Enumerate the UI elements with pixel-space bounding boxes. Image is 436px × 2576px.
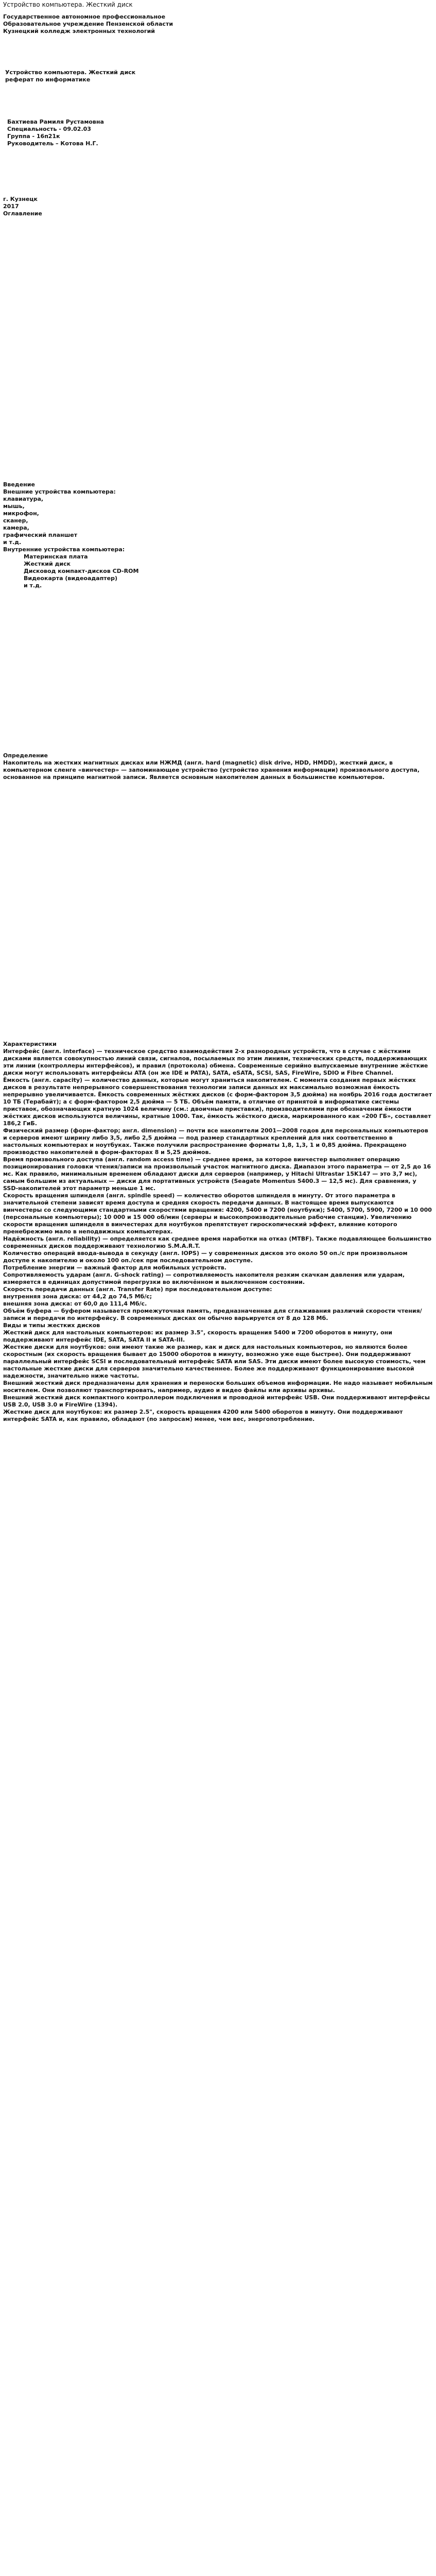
author-specialty: Специальность - 09.02.03: [7, 126, 91, 132]
definition-text: Накопитель на жестких магнитных дисках или НЖМД (англ. hard (magnetic) disk drive, HDD, HMDD), жесткий диск, в компьютерном сленге «винчестер» — запоминающее устройство (устройство хранения информации) произвольного доступа, основанное на принципе магнитной записи. Является основным накопителем данных в большинстве компьютеров.: [3, 759, 420, 781]
institution-line-2: Образовательное учреждение Пензенской области: [3, 21, 173, 27]
city: г. Кузнецк: [3, 196, 38, 202]
page-title: Устройство компьютера. Жесткий диск: [3, 1, 133, 8]
author-supervisor: Руководитель – Котова Н.Г.: [7, 140, 98, 147]
intro-section: [3, 481, 433, 589]
toc-label: Оглавление: [3, 210, 42, 217]
intro-heading: Введение: [3, 481, 35, 488]
report-subtitle: реферат по информатике: [5, 76, 91, 83]
author-group: Группа - 16п21к: [7, 133, 60, 140]
year: 2017: [3, 203, 19, 210]
characteristics-heading: Характеристики: [3, 1041, 57, 1047]
author-name: Бахтиева Рамиля Рустамовна: [7, 118, 104, 125]
intro-list: Внешние устройства компьютера: клавиатура, мышь, микрофон, сканер, камера, графический планшет и т.д. Внутренние устройства компьютера:: [3, 488, 125, 553]
characteristics-text: Интерфейс (англ. interface) — техническое средство взаимодействия 2-х разнородных устройств, что в случае с жёсткими дисками является совокупностью линий связи, сигналов, посылаемых по этим линиям, технических средств, поддерживающих эти линии (контроллеры интерфейсов), и правил (протокола) обмена. Современные серийно выпускаемые внутренние жёсткие диски могут использовать интерфейсы ATA (он же IDE и PATA), SATA, eSATA, SCSI, SAS, FireWire, SDIO и Fibre Channel. Ёмкость (англ. capacity) — количество данных, которые могут храниться накопителем. С момента создания первых жёстких дисков в результате непрерывного совершенствования технологии записи данных их максимально возможная ёмкость непрерывно увеличивается. Ёмкость современных жёстких дисков (с форм-фактором 3,5 дюйма) на ноябрь 2016 года достигает 10 ТБ (Терабайт); а с форм-фактором 2,5 дюйма — 5 ТБ. Объём памяти, в отличие от принятой в информатике системы приставок, обозначающих кратную 1024 величину (см.: двоичные приставки), производителями при обозначении ёмкости жёстких дисков используются величины, кратные 1000. Так, ёмкость жёсткого диска, маркированного как «200 ГБ», составляет 186,2 ГиБ. Физический размер (форм-фактор; англ. dimension) — почти все накопители 2001—2008 годов для персональных компьютеров и серверов имеют ширину либо 3,5, либо 2,5 дюйма — под размер стандартных креплений для них соответственно в настольных компьютерах и ноутбуках. Также получили распространение форматы 1,8, 1,3, 1 и 0,85 дюйма. Прекращено производство накопителей в форм-факторах 8 и 5,25 дюймов. Время произвольного доступа (англ. random access time) — среднее время, за которое винчестер выполняет операцию позиционирования головки чтения/записи на произвольный участок магнитного диска. Диапазон этого параметра — от 2,5 до 16 мс. Как правило, минимальным временем обладают диски для серверов (например, у Hitachi Ultrastar 15K147 — это 3,7 мс), самым большим из актуальных — диски для портативных устройств (Seagate Momentus 5400.3 — 12,5 мс). Для сравнения, у SSD-накопителей этот параметр меньше 1 мс. Скорость вращения шпинделя (англ. spindle speed) — количество оборотов шпинделя в минуту. От этого параметра в значительной степени зависят время доступа и средняя скорость передачи данных. В настоящее время выпускаются винчестеры со следующими стандартными скоростями вращения: 4200, 5400 и 7200 (ноутбуки); 5400, 5700, 5900, 7200 и 10 000 (персональные компьютеры); 10 000 и 15 000 об/мин (серверы и высокопроизводительные рабочие станции). Увеличению скорости вращения шпинделя в винчестерах для ноутбуков препятствует гироскопический эффект, влияние которого пренебрежимо мало в неподвижных компьютерах. Надёжность (англ. reliability) — определяется как среднее время наработки на отказ (MTBF). Также подавляющее большинство современных дисков поддерживают технологию S.M.A.R.T. Количество операций ввода-вывода в секунду (англ. IOPS) — у современных дисков это около 50 оп./с при произвольном доступе к накопителю и около 100 оп./сек при последовательном доступе. Потребление энергии — важный фактор для мобильных устройств. Сопротивляемость ударам (англ. G-shock rating) — сопротивляемость накопителя резким скачкам давления или ударам, измеряется в единицах допустимой перегрузки во включённом и выключенном состоянии. Скорость передачи данных (англ. Transfer Rate) при последовательном доступе: внутренняя зона диска: от 44,2 до 74,5 Мб/с; внешняя зона диска: от 60,0 до 111,4 Мб/с. Объём буфера — буфером называется промежуточная память, предназначенная для сглаживания различий скорости чтения/записи и передачи по интерфейсу. В современных дисках он обычно варьируется от 8 до 128 Мб. Виды и типы жестких дисков Жесткий диск для настольных компьютеров: их размер 3.5", скорость вращения 5400 и 7200 оборотов в минуту, они поддерживают интерфейс IDE, SATA, SATA II и SATA-III. Жесткие диски для ноутбуков: они имеют такие же размер, как и диск для настольных компьютеров, но являются более скоростным (их скорость вращения бывает до 15000 оборотов в минуту, возможно уже еще быстрее). Они поддерживают параллельный интерфейс SCSI и последовательный интерфейс SATA или SAS. Эти диски имеют более высокую стоимость, чем настольные жесткие диски для серверов значительно качественнее. Более же поддерживают функционирование высокой надежности, значительно ниже частоты. Внешний жесткий диск предназначены для хранения и переноски больших объемов информации. Не надо называет мобильным носителем. Они позволяют транспортировать, например, аудио и видео файлы или архивы архивы. Внешний жесткий диск компактного контроллером подключения и проводной интерфейс USB. Они поддерживают интерфейсы USB 2.0, USB 3.0 и FireWire (1394). Жесткие диск для ноутбуков: их размер 2.5", скорость вращения 4200 или 5400 оборотов в минуту. Они поддерживают интерфейс SATA и, как правило, обладают (по запросам) менее, чем вес, энергопотребление.: [3, 1048, 433, 1422]
definition-heading: Определение: [3, 752, 48, 759]
institution-line-1: Государственное автономное профессиональное: [3, 13, 166, 20]
report-title: Устройство компьютера. Жесткий диск: [5, 69, 136, 76]
intro-inner-list: Материнская плата Жесткий диск Дисковод компакт-дисков CD-ROM Видеокарта (видеоадаптер) и т.д.: [24, 553, 139, 589]
author-block: [7, 118, 436, 147]
institution-line-3: Кузнецкий колледж электронных технологий: [3, 28, 155, 35]
characteristics-section: [3, 1041, 433, 1423]
city-year-block: [3, 196, 433, 217]
report-title-block: [5, 69, 435, 83]
institution-header: [3, 13, 433, 35]
definition-section: [3, 752, 433, 781]
page-title-block: [3, 1, 433, 8]
